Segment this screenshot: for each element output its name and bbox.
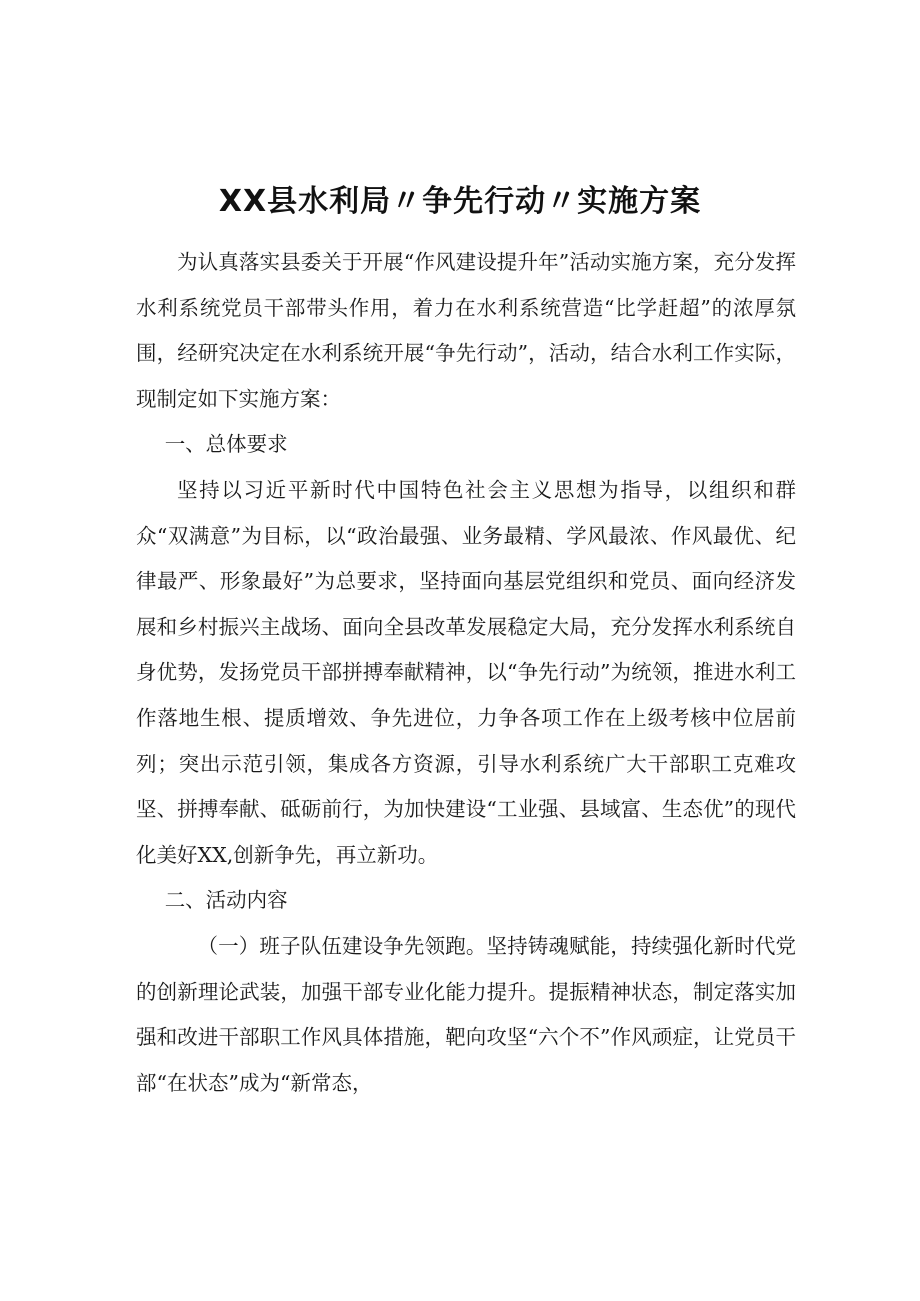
- document-body: [136, 240, 796, 1106]
- intro-paragraph: 为认真落实县委关于开展“作风建设提升年”活动实施方案，充分发挥水利系统党员干部带头作用，着力在水利系统营造“比学赶超”的浓厚氛围，经研究决定在水利系统开展“争先行动”，活动，结合水利工作实际，现制定如下实施方案：: [136, 250, 796, 411]
- section-heading-activity-content: 二、活动内容: [164, 888, 288, 913]
- document-title: XX县水利局〃争先行动〃实施方案: [218, 184, 702, 219]
- activity-item-1-paragraph: （一）班子队伍建设争先领跑。坚持铸魂赋能，持续强化新时代党的创新理论武装，加强干部专业化能力提升。提振精神状态，制定落实加强和改进干部职工作风具体措施，靶向攻坚“六个不”作风顽症，让党员干部“在状态”成为“新常态，: [136, 933, 796, 1095]
- general-requirements-paragraph: 坚持以习近平新时代中国特色社会主义思想为指导，以组织和群众“双满意”为目标，以“政治最强、业务最精、学风最浓、作风最优、纪律最严、形象最好”为总要求，坚持面向基层党组织和党员、面向经济发展和乡村振兴主战场、面向全县改革发展稳定大局，充分发挥水利系统自身优势，发扬党员干部拼搏奉献精神，以“争先行动”为统领，推进水利工作落地生根、提质增效、争先进位，力争各项工作在上级考核中位居前列；突出示范引领，集成各方资源，引导水利系统广大干部职工克难攻坚、拼搏奉献、砥砺前行，为加快建设“工业强、县域富、生态优”的现代化美好XX,创新争先，再立新功。: [136, 477, 796, 867]
- section-heading-general-requirements: 一、总体要求: [164, 432, 288, 457]
